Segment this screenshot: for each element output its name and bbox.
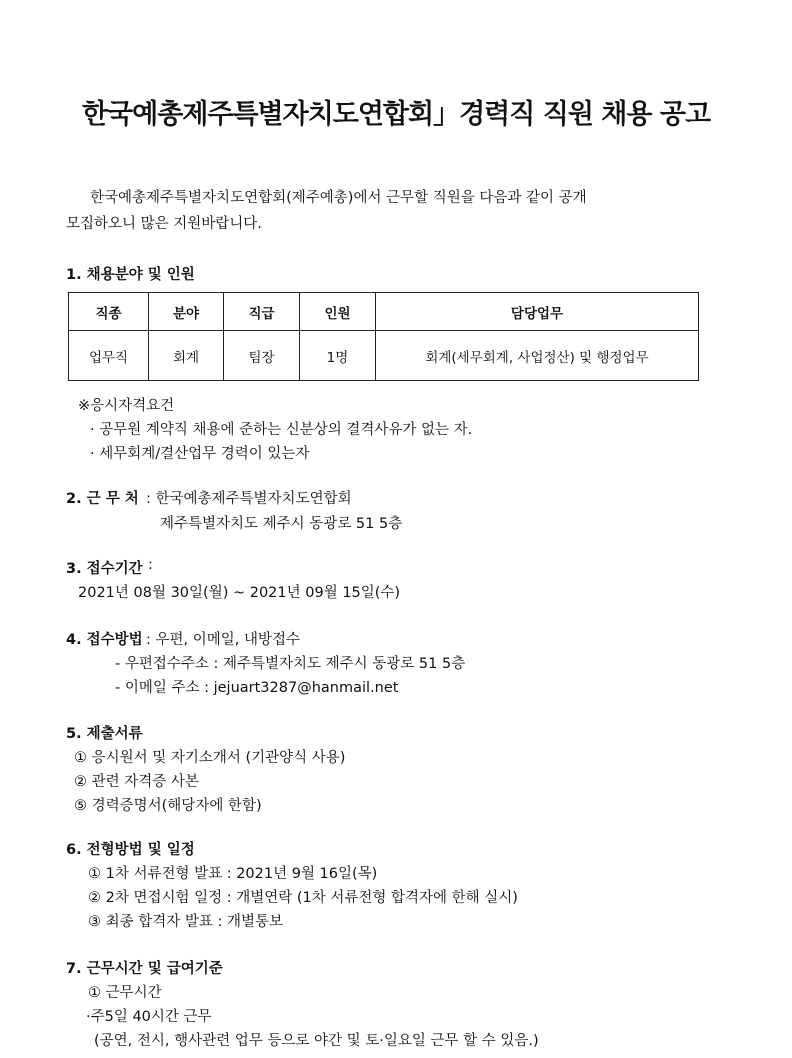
header-cell: 인원 (300, 293, 376, 331)
section-5-heading: 5. 제출서류 (66, 726, 143, 742)
table-cell: 회계 (149, 331, 224, 381)
period-colon: : (148, 557, 153, 573)
section-7-heading: 7. 근무시간 및 급여기준 (66, 961, 223, 977)
work-hours-item: ① 근무시간 (88, 985, 162, 1001)
header-cell: 직급 (224, 293, 300, 331)
qualification-item: · 공무원 계약직 채용에 준하는 신분상의 결격사유가 없는 자. (90, 422, 473, 438)
qualification-item: · 세무회계/결산업무 경력이 있는자 (90, 446, 310, 462)
header-cell: 직종 (69, 293, 149, 331)
document-item: ② 관련 자격증 사본 (74, 774, 199, 790)
table-cell: 1명 (300, 331, 376, 381)
postal-address: - 우편접수주소 : 제주특별자치도 제주시 동광로 51 5층 (115, 656, 466, 672)
page-title: 한국예총제주특별자치도연합회」경력직 직원 채용 공고 (81, 99, 711, 130)
section-2-heading: 2. 근 무 처 (66, 491, 139, 507)
email-address: - 이메일 주소 : jejuart3287@hanmail.net (115, 680, 399, 696)
schedule-item: ③ 최종 합격자 발표 : 개별통보 (88, 914, 284, 930)
recruit-table (68, 292, 699, 381)
intro-line-1: 한국예총제주특별자치도연합회(제주예총)에서 근무할 직원을 다음과 같이 공개 (90, 190, 587, 206)
schedule-item: ② 2차 면접시험 일정 : 개별연락 (1차 서류전형 합격자에 한해 실시) (88, 890, 518, 906)
application-methods: : 우편, 이메일, 내방접수 (146, 632, 300, 648)
table-row (69, 331, 699, 381)
header-cell: 분야 (149, 293, 224, 331)
document-item: ① 응시원서 및 자기소개서 (기관양식 사용) (74, 750, 346, 766)
section-6-heading: 6. 전형방법 및 일정 (66, 842, 195, 858)
table-cell: 업무직 (69, 331, 149, 381)
section-4-heading: 4. 접수방법 (66, 632, 143, 648)
header-cell: 담당업무 (376, 293, 699, 331)
work-hours-note: (공연, 전시, 행사관련 업무 등으로 야간 및 토·일요일 근무 할 수 있음.) (94, 1033, 539, 1049)
intro-line-2: 모집하오니 많은 지원바랍니다. (66, 216, 262, 232)
qualification-title: ※응시자격요건 (78, 398, 175, 414)
work-hours-detail: ·주5일 40시간 근무 (86, 1009, 212, 1025)
document-item: ⑤ 경력증명서(해당자에 한함) (74, 798, 262, 814)
application-period: 2021년 08월 30일(월) ~ 2021년 09월 15일(수) (78, 585, 401, 601)
workplace-name: : 한국예총제주특별자치도연합회 (146, 491, 352, 507)
section-1-heading: 1. 채용분야 및 인원 (66, 267, 195, 283)
table-header-row (69, 293, 699, 331)
table-cell: 회계(세무회계, 사업정산) 및 행정업무 (376, 331, 699, 381)
workplace-address: 제주특별자치도 제주시 동광로 51 5층 (160, 516, 403, 532)
table-cell: 팀장 (224, 331, 300, 381)
schedule-item: ① 1차 서류전형 발표 : 2021년 9월 16일(목) (88, 866, 378, 882)
section-3-heading: 3. 접수기간 (66, 561, 143, 577)
